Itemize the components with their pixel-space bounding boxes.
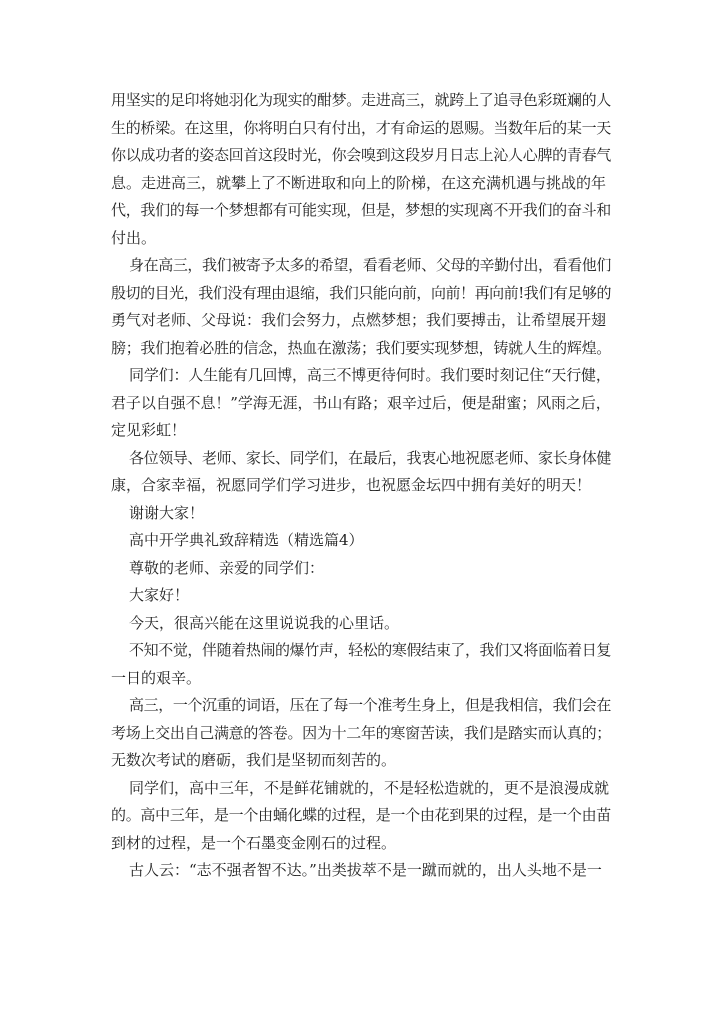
text-line: 高中开学典礼致辞精选（精选篇4） (129, 531, 364, 549)
text-line: 膀；我们抱着必胜的信念，热血在激荡；我们要实现梦想，铸就人生的辉煌。 (111, 338, 612, 357)
text-line: 尊敬的老师、亲爱的同学们： (129, 558, 325, 577)
text-line: 身在高三，我们被寄予太多的希望，看看老师、父母的辛勤付出，看看他们 (129, 256, 612, 274)
text-line: 康，合家幸福，祝愿同学们学习进步，也祝愿金坛四中拥有美好的明天！ (111, 476, 592, 494)
text-line: 到材的过程，是一个石墨变金刚石的过程。 (111, 833, 397, 852)
text-line: 息。走进高三，就攀上了不断进取和向上的阶梯，在这充满机遇与挑战的年 (111, 173, 607, 192)
text-line: 定见彩虹！ (111, 421, 187, 439)
text-line: 生的桥梁。在这里，你将明白只有付出，才有命运的恩赐。当数年后的某一天 (111, 118, 612, 137)
text-line: 勇气对老师、父母说：我们会努力，点燃梦想；我们要搏击，让希望展开翅 (111, 311, 607, 329)
text-line: 谢谢大家！ (129, 503, 205, 522)
text-line: 今天，很高兴能在这里说说我的心里话。 (129, 613, 400, 632)
text-line: 一日的艰辛。 (111, 668, 202, 687)
text-line: 代，我们的每一个梦想都有可能实现，但是，梦想的实现离不开我们的奋斗和 (111, 201, 612, 219)
text-line: 同学们，高中三年，不是鲜花铺就的，不是轻松造就的，更不是浪漫成就 (129, 778, 610, 797)
text-line: 殷切的目光，我们没有理由退缩，我们只能向前，向前！再向前!我们有足够的 (111, 283, 612, 302)
text-line: 君子以自强不息！”学海无涯，书山有路；艰辛过后，便是甜蜜；风雨之后， (111, 393, 611, 412)
text-line: 不知不觉，伴随着热闹的爆竹声，轻松的寒假结束了，我们又将面临着日复 (129, 641, 612, 659)
text-line: 高三，一个沉重的词语，压在了每一个准考生身上，但是我相信，我们会在 (129, 696, 612, 714)
text-line: 你以成功者的姿态回首这段时光，你会嗅到这段岁月日志上沁人心脾的青春气 (111, 146, 612, 164)
text-line: 古人云：“志不强者智不达。”出类拔萃不是一蹴而就的，出人头地不是一 (129, 861, 602, 879)
text-line: 各位领导、老师、家长、同学们，在最后，我衷心地祝愿老师、家长身体健 (129, 448, 612, 467)
text-line: 无数次考试的磨砺，我们是坚韧而刻苦的。 (111, 751, 397, 769)
text-line: 大家好！ (129, 586, 190, 604)
text-line: 考场上交出自己满意的答卷。因为十二年的寒窗苦读，我们是踏实而认真的； (111, 723, 612, 742)
text-line: 用坚实的足印将她羽化为现实的酣梦。走进高三，就跨上了追寻色彩斑斓的人 (111, 91, 612, 109)
text-line: 的。高中三年，是一个由蛹化蝶的过程，是一个由花到果的过程，是一个由苗 (111, 806, 612, 824)
text-line: 付出。 (111, 228, 157, 247)
document-body (111, 87, 611, 885)
text-line: 同学们：人生能有几回博，高三不博更待何时。我们要时刻记住“天行健， (129, 366, 611, 384)
